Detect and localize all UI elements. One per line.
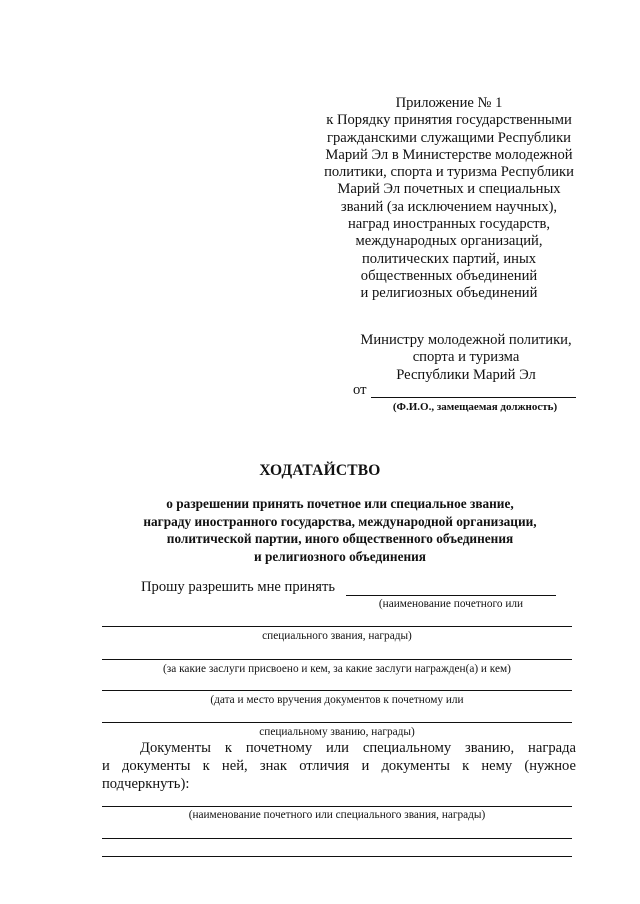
appendix-line: Марий Эл почетных и специальных [337,181,561,198]
appendix-line: к Порядку принятия государственными [326,112,572,129]
documents-blank-line-3[interactable] [102,856,572,857]
appendix-line: международных организаций, [355,233,543,250]
appendix-line: наград иностранных государств, [347,216,551,233]
request-caption-3: (за какие заслуги присвоено и кем, за какие заслуги награжден(а) и кем) [163,663,511,675]
subtitle-line: о разрешении принять почетное или специальное звание, [166,496,514,511]
request-blank-line-1[interactable] [346,595,556,596]
request-caption-1: (наименование почетного или [378,598,524,610]
appendix-line: Приложение № 1 [395,95,503,111]
addressee-line: Министру молодежной политики, [360,332,572,348]
addressee-line: спорта и туризма [412,349,520,366]
appendix-line: званий (за исключением научных), [340,198,558,215]
documents-line-2: и документы к ней, знак отличия и документы к нему (нужное [102,758,576,774]
from-blank-line[interactable] [371,397,576,398]
from-caption: (Ф.И.О., замещаемая должность) [392,401,558,413]
request-blank-line-3[interactable] [102,659,572,660]
appendix-line: Марий Эл в Министерстве молодежной [325,146,573,163]
request-caption-2: специального звания, награды) [262,630,412,642]
request-blank-line-5[interactable] [102,722,572,723]
request-blank-line-4[interactable] [102,690,572,691]
documents-blank-line-2[interactable] [102,838,572,839]
subtitle-line: политической партии, иного общественного объединения [166,531,514,546]
appendix-block [318,95,580,303]
documents-blank-line-1[interactable] [102,806,572,807]
appendix-line: гражданскими служащими Республики [326,129,571,146]
request-caption-4: (дата и место вручения документов к почетному или [210,694,464,706]
document-subtitle [100,495,580,565]
addressee-line: Республики Марий Эл [396,366,536,383]
addressee-block [352,332,580,384]
documents-caption: (наименование почетного или специального звания, награды) [188,809,486,821]
documents-line-1: Документы к почетному или специальному званию, награда [140,740,576,756]
appendix-line: политических партий, иных [361,250,537,267]
appendix-line: общественных объединений [360,267,538,284]
documents-line-3: подчеркнуть): [102,776,190,792]
appendix-line: политики, спорта и туризма Республики [324,164,574,181]
subtitle-line: награду иностранного государства, международной организации, [143,513,537,529]
from-label: от [353,382,367,398]
request-blank-line-2[interactable] [102,626,572,627]
request-caption-5: специальному званию, награды) [259,726,415,738]
subtitle-line: и религиозного объединения [254,548,426,564]
appendix-line: и религиозных объединений [360,285,538,302]
request-label: Прошу разрешить мне принять [141,579,336,595]
document-title: ХОДАТАЙСТВО [259,462,381,479]
